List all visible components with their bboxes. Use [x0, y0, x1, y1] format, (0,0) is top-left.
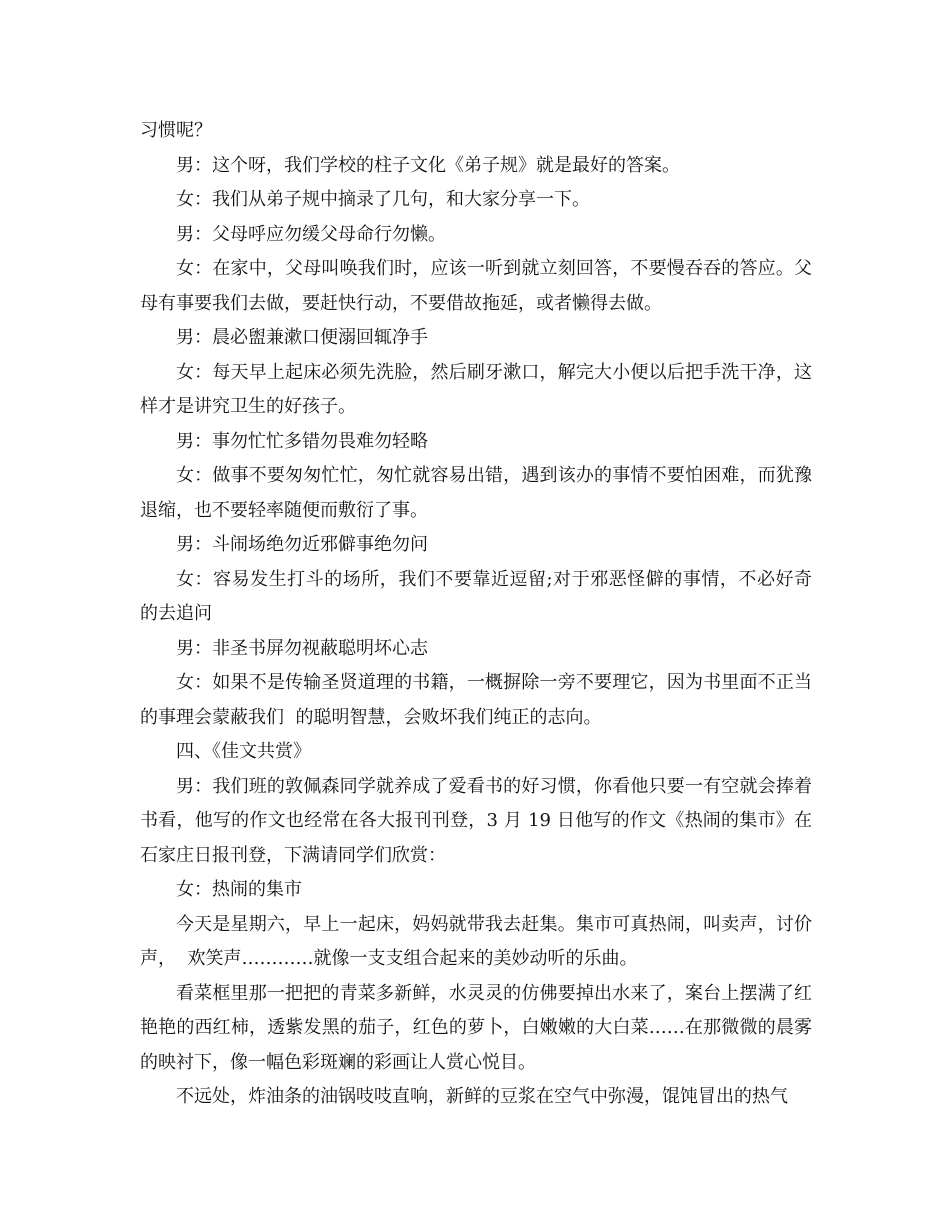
paragraph: 女：我们从弟子规中摘录了几句，和大家分享一下。: [176, 189, 590, 210]
paragraph: 女：容易发生打斗的场所，我们不要靠近逗留;对于邪恶怪僻的事情，不必好奇的去追问: [140, 568, 812, 624]
paragraph: 女：每天早上起床必须先洗脸，然后刷牙漱口，解完大小便以后把手洗干净，这样才是讲究卫生的好孩子。: [140, 361, 812, 417]
paragraph: 男：这个呀，我们学校的柱子文化《弟子规》就是最好的答案。: [176, 154, 680, 176]
paragraph: 男：我们班的敦佩森同学就养成了爱看书的好习惯，你看他只要一有空就会捧着书看，他写的作文也经常在各大报刊刊登，3 月 19 日他写的作文《热闹的集市》在石家庄日报刊登，下满请同学们欣赏：: [140, 775, 812, 866]
paragraph: 男：父母呼应勿缓父母命行勿懒。: [176, 223, 446, 245]
essay-title: 女：热闹的集市: [176, 879, 302, 900]
paragraph: 不远处，炸油条的油锅吱吱直响，新鲜的豆浆在空气中弥漫，馄饨冒出的热气: [176, 1086, 788, 1107]
paragraph: 男：晨必盥兼漱口便溺回辄净手: [176, 327, 428, 348]
paragraph: 男：事勿忙忙多错勿畏难勿轻略: [176, 430, 428, 452]
section-heading: 四、《佳文共赏》: [176, 741, 311, 762]
paragraph: 习惯呢？: [140, 120, 212, 141]
paragraph: 女：在家中，父母叫唤我们时，应该一听到就立刻回答，不要慢吞吞的答应。父母有事要我们去做，要赶快行动，不要借故拖延，或者懒得去做。: [140, 258, 812, 314]
paragraph: 今天是星期六，早上一起床，妈妈就带我去赶集。集市可真热闹，叫卖声，讨价声， 欢笑声…………就像一支支组合起来的美妙动听的乐曲。: [140, 913, 812, 969]
paragraph: 看菜框里那一把把的青菜多新鲜，水灵灵的仿佛要掉出水来了，案台上摆满了红艳艳的西红柿，透紫发黑的茄子，红色的萝卜，白嫩嫩的大白菜……在那微微的晨雾的映衬下，像一幅色彩斑斓的彩画让人赏心悦目。: [140, 982, 812, 1073]
paragraph: 男：斗闹场绝勿近邪僻事绝勿问: [176, 534, 428, 555]
document-body: [140, 114, 824, 1115]
paragraph: 男：非圣书屏勿视蔽聪明坏心志: [176, 637, 428, 659]
paragraph: 女：如果不是传输圣贤道理的书籍，一概摒除一旁不要理它，因为书里面不正当的事理会蒙蔽我们 的聪明智慧，会败坏我们纯正的志向。: [140, 672, 812, 728]
paragraph: 女：做事不要匆匆忙忙，匆忙就容易出错，遇到该办的事情不要怕困难，而犹豫 退缩，也不要轻率随便而敷衍了事。: [140, 465, 824, 521]
